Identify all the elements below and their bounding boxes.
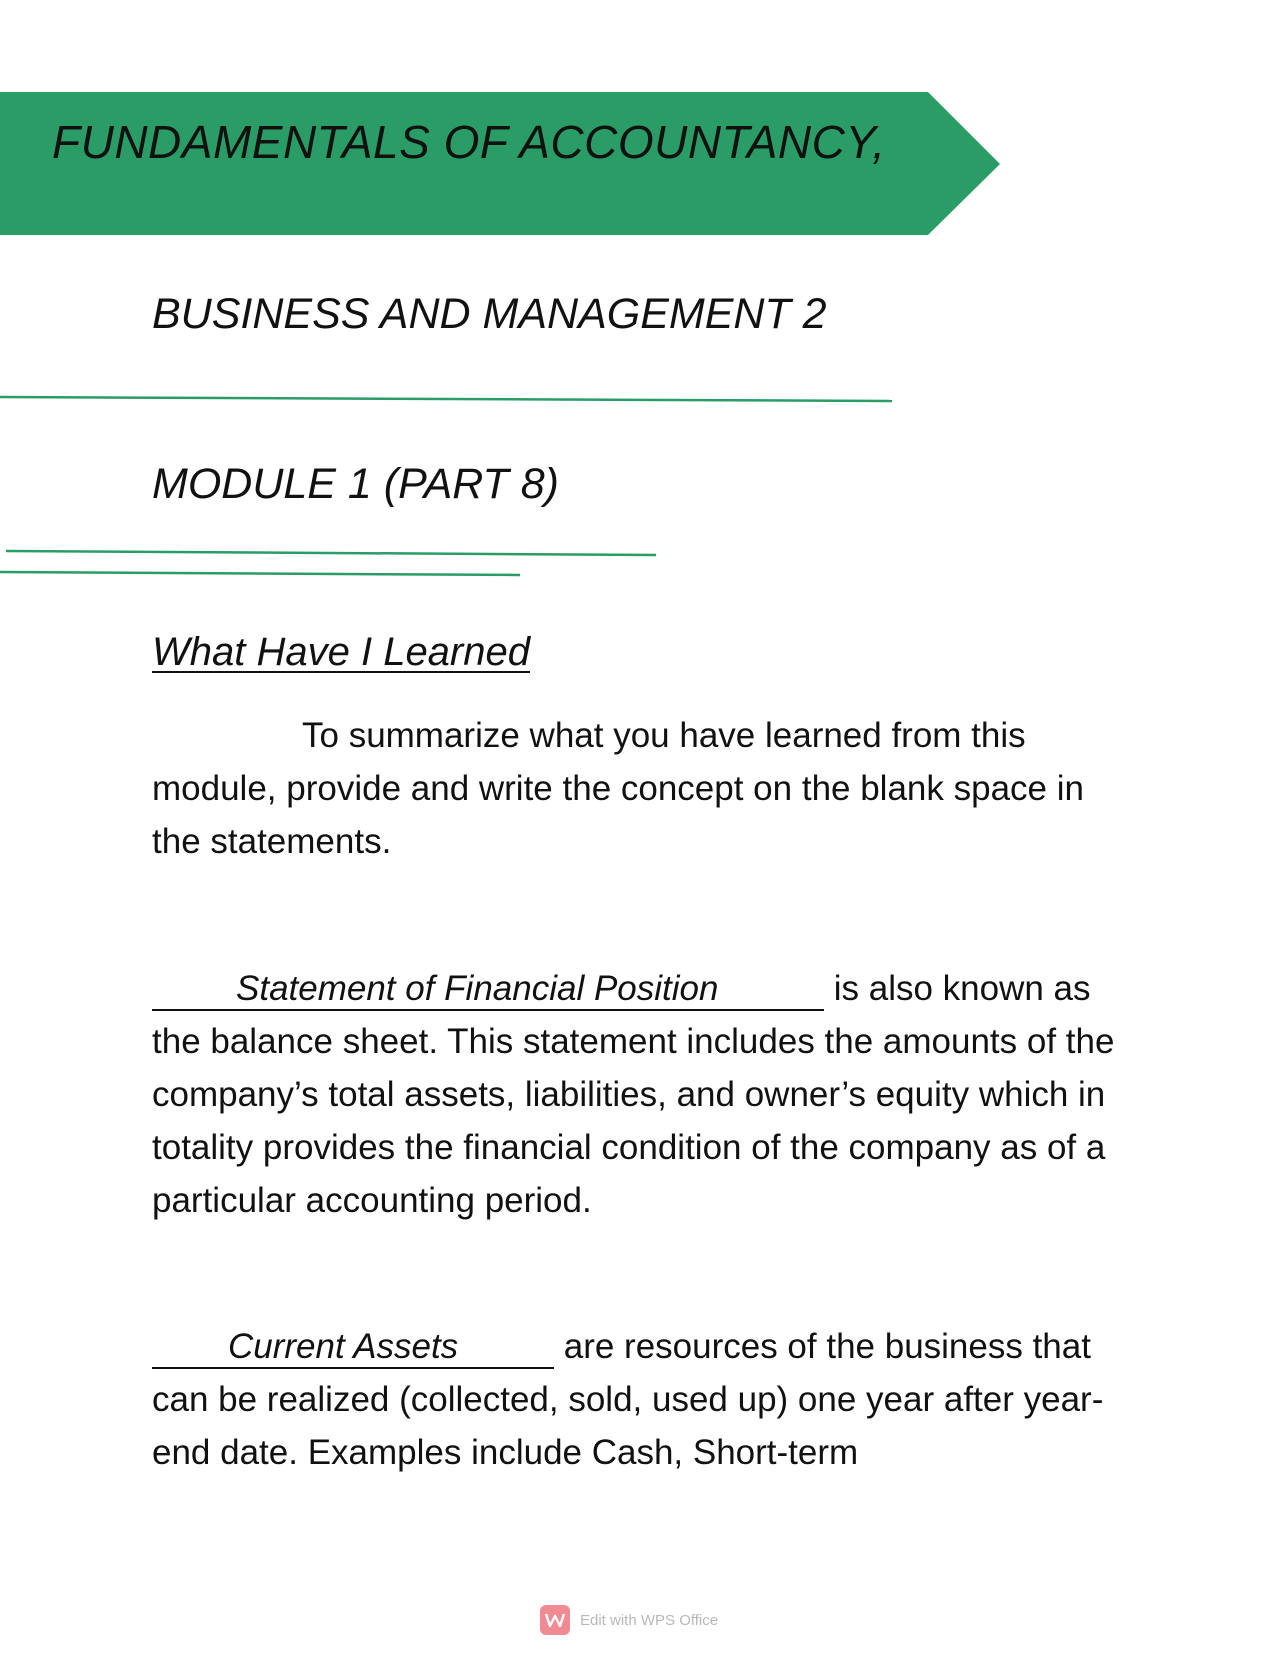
statement-item-2 (152, 1320, 1132, 1479)
wps-logo-icon (540, 1605, 570, 1635)
subtitle: BUSINESS AND MANAGEMENT 2 (152, 290, 827, 338)
answer-blank-1: Statement of Financial Position (152, 969, 824, 1011)
module-title: MODULE 1 (PART 8) (152, 460, 559, 508)
banner-title: FUNDAMENTALS OF ACCOUNTANCY, (52, 116, 886, 168)
statement-item-1 (152, 962, 1132, 1227)
watermark-text: Edit with WPS Office (580, 1611, 719, 1629)
intro-paragraph: To summarize what you have learned from this module, provide and write the concept on the blank space in the statements. (152, 716, 1084, 861)
section-heading: What Have I Learned (152, 630, 530, 674)
statement-text-1: is also known as the balance sheet. This statement includes the amounts of the company’s total assets, liabilities, and owner’s equity which in totality provides the financial condition of the company as of a particular accounting period. (152, 969, 1115, 1220)
rule-under-module-2 (0, 572, 520, 575)
rule-under-module-1 (6, 551, 656, 555)
decorative-rules (0, 0, 1280, 600)
rule-under-subtitle (0, 397, 892, 401)
wps-watermark[interactable] (540, 1605, 718, 1635)
statement-text-2: are resources of the business that can be realized (collected, sold, used up) one year after year-end date. Examples include Cash, Short-term (152, 1327, 1104, 1472)
answer-blank-2: Current Assets (152, 1327, 554, 1369)
